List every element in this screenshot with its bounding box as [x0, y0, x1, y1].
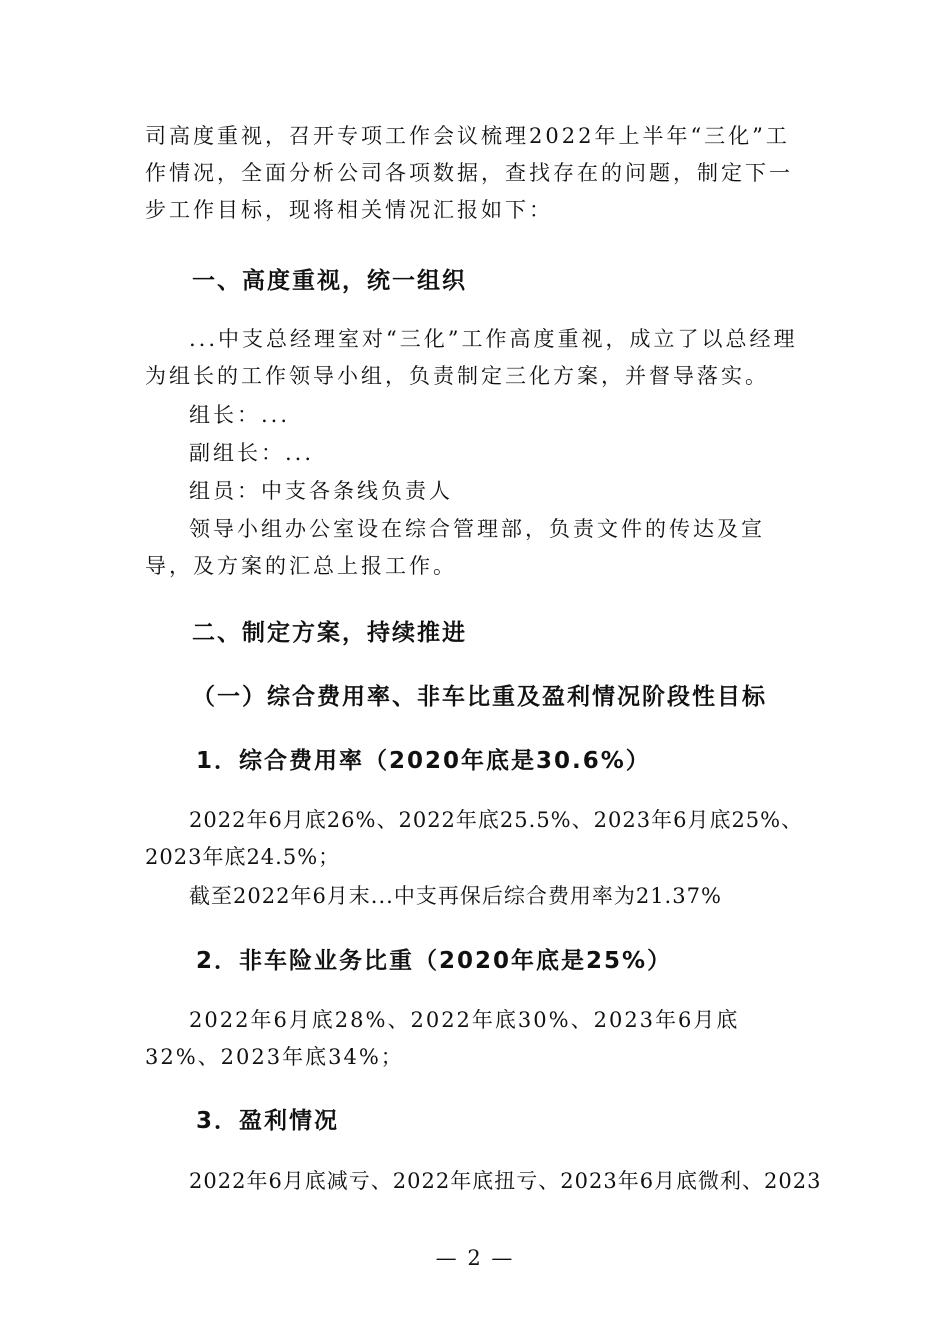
section1-heading: 一、高度重视，统一组织 [192, 268, 467, 294]
item2-targets: 2022年6月底28%、2022年底30%、2023年6月底32%、2023年底34%； [145, 1008, 740, 1069]
intro-paragraph: 司高度重视，召开专项工作会议梳理2022年上半年“三化”工作情况，全面分析公司各项数据，查找存在的问题，制定下一步工作目标，现将相关情况汇报如下： [145, 124, 793, 222]
deputy-leader-line: 副组长：... [189, 441, 315, 465]
item1-status: 截至2022年6月末...中支再保后综合费用率为21.37% [189, 884, 722, 908]
office-paragraph: 领导小组办公室设在综合管理部，负责文件的传达及宣导，及方案的汇总上报工作。 [145, 517, 765, 578]
members-line: 组员：中支各条线负责人 [189, 479, 453, 503]
leader-line: 组长：... [189, 403, 291, 427]
section2-heading: 二、制定方案，持续推进 [192, 620, 467, 646]
page-number: — 2 — [435, 1246, 515, 1270]
item3-heading: 3．盈利情况 [196, 1108, 340, 1134]
item3-targets: 2022年6月底减亏、2022年底扭亏、2023年6月底微利、2023 [189, 1169, 822, 1193]
section2-subheading: （一）综合费用率、非车比重及盈利情况阶段性目标 [192, 684, 767, 710]
item2-heading: 2．非车险业务比重（2020年底是25%） [196, 948, 673, 974]
section1-paragraph: ...中支总经理室对“三化”工作高度重视，成立了以总经理为组长的工作领导小组，负责制定三化方案，并督导落实。 [145, 327, 798, 388]
item1-targets: 2022年6月底26%、2022年底25.5%、2023年6月底25%、2023年底24.5%； [145, 808, 804, 869]
item1-heading: 1．综合费用率（2020年底是30.6%） [196, 748, 651, 774]
